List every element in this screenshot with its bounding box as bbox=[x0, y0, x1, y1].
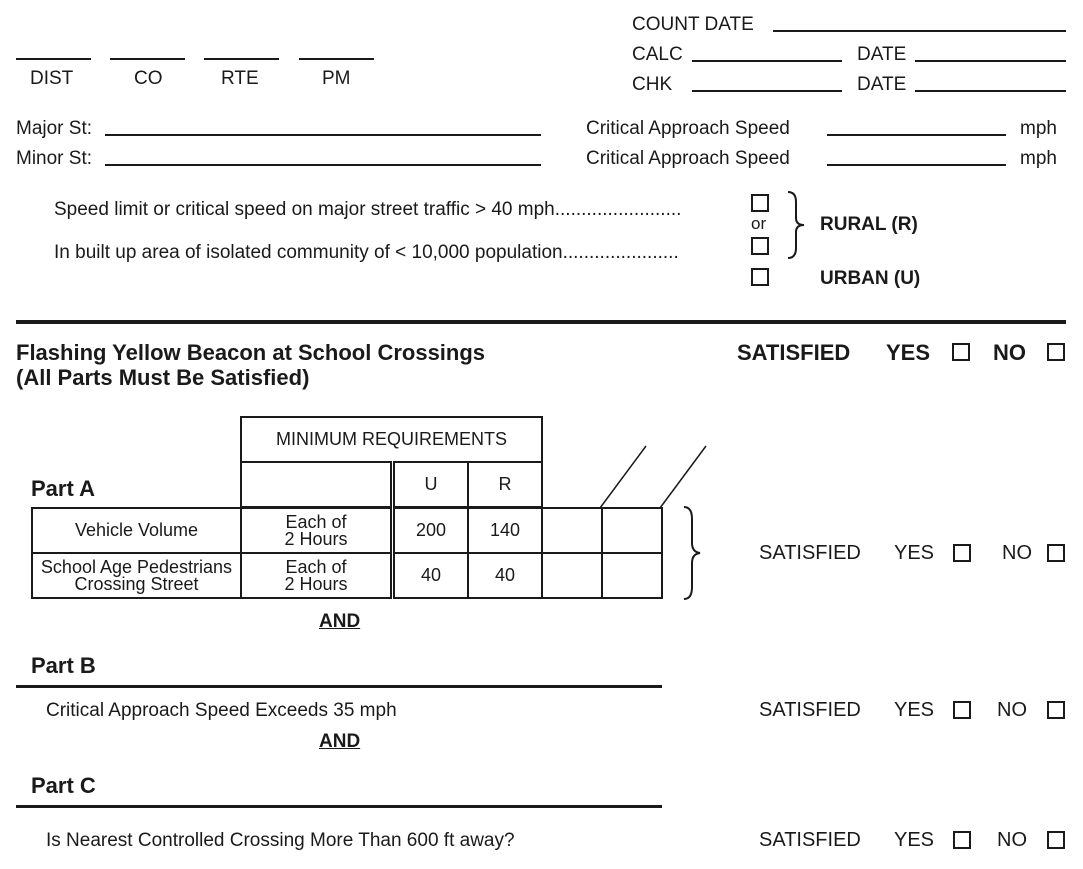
pedestrians-period bbox=[241, 553, 393, 598]
population-criterion-checkbox[interactable] bbox=[751, 237, 769, 255]
part-c-satisfied-label: SATISFIED bbox=[759, 829, 861, 851]
minimum-requirements-header: MINIMUM REQUIREMENTS bbox=[241, 417, 542, 462]
requirements-header-table bbox=[240, 416, 543, 508]
and-label-b: AND bbox=[319, 731, 361, 752]
part-c-no-checkbox[interactable] bbox=[1047, 831, 1065, 849]
col-u-header: U bbox=[393, 462, 469, 507]
speed-criterion-text: Speed limit or critical speed on major street traffic > 40 mph........................ bbox=[54, 199, 682, 220]
part-c-no-label: NO bbox=[997, 829, 1027, 851]
co-label: CO bbox=[134, 68, 163, 89]
co-underline[interactable] bbox=[110, 58, 185, 60]
minor-critical-speed-field[interactable] bbox=[827, 164, 1006, 166]
minor-street-field[interactable] bbox=[105, 164, 541, 166]
column-header-slashes bbox=[598, 444, 710, 510]
chk-label: CHK bbox=[632, 74, 673, 95]
part-a-brace-icon bbox=[682, 505, 706, 601]
major-critical-speed-field[interactable] bbox=[827, 134, 1006, 136]
period-line: Each of bbox=[285, 556, 347, 577]
chk-date-field[interactable] bbox=[915, 90, 1066, 92]
urban-checkbox[interactable] bbox=[751, 268, 769, 286]
overall-no-checkbox[interactable] bbox=[1047, 343, 1065, 361]
chk-field[interactable] bbox=[692, 90, 842, 92]
pm-underline[interactable] bbox=[299, 58, 374, 60]
and-label-a: AND bbox=[319, 611, 361, 632]
part-b-satisfied-label: SATISFIED bbox=[759, 699, 861, 721]
table-row bbox=[32, 553, 662, 598]
calc-date-label: DATE bbox=[857, 44, 907, 65]
vehicle-volume-label: Vehicle Volume bbox=[32, 508, 241, 553]
section-title-line2: (All Parts Must Be Satisfied) bbox=[16, 365, 310, 390]
overall-satisfied-label: SATISFIED bbox=[737, 340, 851, 365]
rural-label: RURAL (R) bbox=[820, 214, 918, 235]
vehicle-volume-entry-1[interactable] bbox=[542, 508, 602, 553]
part-c-criterion: Is Nearest Controlled Crossing More Than 600 ft away? bbox=[46, 830, 515, 851]
period-line: 2 Hours bbox=[284, 528, 348, 549]
rural-brace-icon bbox=[786, 190, 810, 260]
dist-label: DIST bbox=[30, 68, 74, 89]
pm-label: PM bbox=[322, 68, 351, 89]
count-date-field[interactable] bbox=[773, 30, 1066, 32]
overall-no-label: NO bbox=[993, 340, 1026, 365]
section-title-line1: Flashing Yellow Beacon at School Crossings bbox=[16, 340, 486, 365]
vehicle-volume-entry-2[interactable] bbox=[602, 508, 662, 553]
part-b-no-checkbox[interactable] bbox=[1047, 701, 1065, 719]
col-r-header: R bbox=[468, 462, 542, 507]
pedestrians-entry-2[interactable] bbox=[602, 553, 662, 598]
calc-label: CALC bbox=[632, 44, 683, 65]
part-a-no-label: NO bbox=[1002, 542, 1032, 564]
part-b-criterion: Critical Approach Speed Exceeds 35 mph bbox=[46, 700, 397, 721]
vehicle-volume-r: 140 bbox=[468, 508, 542, 553]
pedestrians-entry-1[interactable] bbox=[542, 553, 602, 598]
vehicle-volume-period bbox=[241, 508, 393, 553]
part-b-label: Part B bbox=[31, 653, 96, 678]
major-street-field[interactable] bbox=[105, 134, 541, 136]
section-title bbox=[16, 340, 485, 390]
part-c-rule bbox=[16, 805, 662, 808]
pedestrians-label bbox=[32, 553, 241, 598]
major-street-label: Major St: bbox=[16, 118, 93, 139]
or-label: or bbox=[751, 214, 767, 233]
rte-label: RTE bbox=[221, 68, 259, 89]
overall-yes-checkbox[interactable] bbox=[952, 343, 970, 361]
pedestrians-label-line: Crossing Street bbox=[74, 573, 199, 594]
part-a-yes-checkbox[interactable] bbox=[953, 544, 971, 562]
part-b-no-label: NO bbox=[997, 699, 1027, 721]
speed-criterion-checkbox[interactable] bbox=[751, 194, 769, 212]
part-b-yes-checkbox[interactable] bbox=[953, 701, 971, 719]
part-c-yes-checkbox[interactable] bbox=[953, 831, 971, 849]
part-a-table bbox=[31, 507, 663, 599]
minor-street-label: Minor St: bbox=[16, 148, 93, 169]
urban-label: URBAN (U) bbox=[820, 268, 921, 289]
pedestrians-u: 40 bbox=[393, 553, 469, 598]
vehicle-volume-u: 200 bbox=[393, 508, 469, 553]
part-a-satisfied-label: SATISFIED bbox=[759, 542, 861, 564]
period-line: Each of bbox=[285, 511, 347, 532]
minor-speed-unit: mph bbox=[1020, 148, 1057, 169]
part-b-yes-label: YES bbox=[894, 699, 935, 721]
table-row bbox=[32, 508, 662, 553]
pedestrians-label-line: School Age Pedestrians bbox=[40, 556, 233, 577]
minor-critical-speed-label: Critical Approach Speed bbox=[586, 148, 790, 169]
calc-field[interactable] bbox=[692, 60, 842, 62]
period-header-cell bbox=[241, 462, 393, 507]
dist-underline[interactable] bbox=[16, 58, 91, 60]
part-c-label: Part C bbox=[31, 773, 96, 798]
calc-date-field[interactable] bbox=[915, 60, 1066, 62]
chk-date-label: DATE bbox=[857, 74, 907, 95]
population-criterion-text: In built up area of isolated community of < 10,000 population...................... bbox=[54, 242, 679, 263]
part-c-yes-label: YES bbox=[894, 829, 935, 851]
part-b-rule bbox=[16, 685, 662, 688]
part-a-no-checkbox[interactable] bbox=[1047, 544, 1065, 562]
part-a-label: Part A bbox=[31, 476, 95, 501]
rte-underline[interactable] bbox=[204, 58, 279, 60]
major-critical-speed-label: Critical Approach Speed bbox=[586, 118, 790, 139]
section-divider bbox=[16, 320, 1066, 324]
count-date-label: COUNT DATE bbox=[632, 14, 754, 35]
pedestrians-r: 40 bbox=[468, 553, 542, 598]
part-a-yes-label: YES bbox=[894, 542, 935, 564]
major-speed-unit: mph bbox=[1020, 118, 1057, 139]
overall-yes-label: YES bbox=[886, 340, 931, 365]
period-line: 2 Hours bbox=[284, 573, 348, 594]
